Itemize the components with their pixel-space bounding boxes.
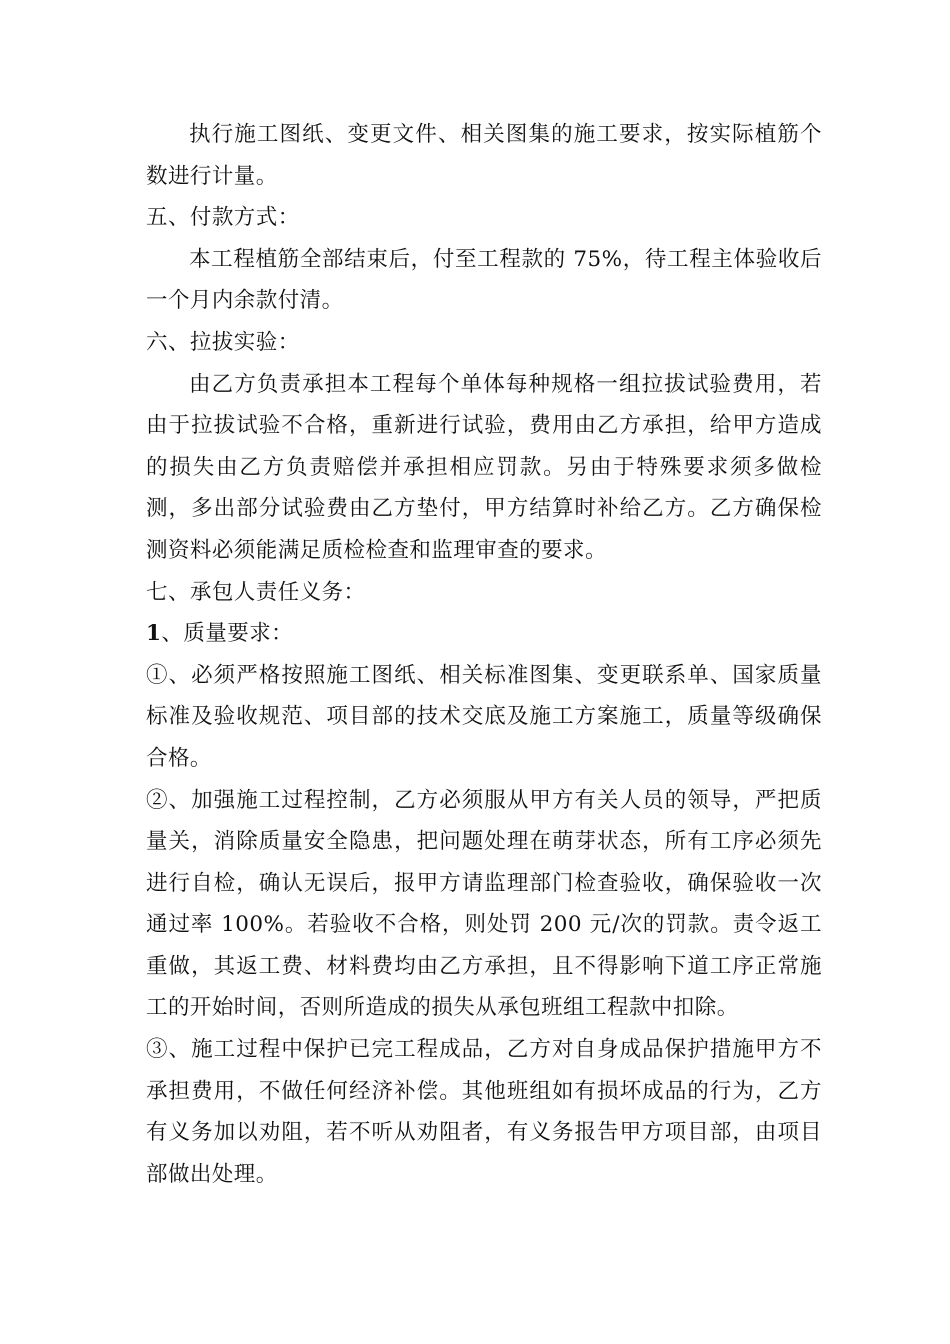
quality-item-1: ①、必须严格按照施工图纸、相关标准图集、变更联系单、国家质量标准及验收规范、项目部的技术交底及施工方案施工，质量等级确保合格。 <box>146 662 822 771</box>
quality-heading-text: 、质量要求： <box>161 621 294 647</box>
quality-number: 1 <box>146 621 162 647</box>
pull-test-paragraph: 由乙方负责承担本工程每个单体每种规格一组拉拔试验费用，若由于拉拔试验不合格，重新进行试验，费用由乙方承担，给甲方造成的损失由乙方负责赔偿并承担相应罚款。另由于特殊要求须多做检测，多出部分试验费由乙方垫付，甲方结算时补给乙方。乙方确保检测资料必须能满足质检检查和监理审查的要求。 <box>146 371 822 563</box>
payment-paragraph: 本工程植筋全部结束后，付至工程款的 75%，待工程主体验收后一个月内余款付清。 <box>146 246 822 314</box>
measurement-paragraph: 执行施工图纸、变更文件、相关图集的施工要求，按实际植筋个数进行计量。 <box>146 122 822 189</box>
contractor-duties-heading: 七、承包人责任义务： <box>146 579 366 605</box>
quality-requirements-heading <box>146 613 822 655</box>
quality-item-2: ②、加强施工过程控制，乙方必须服从甲方有关人员的领导，严把质量关，消除质量安全隐患，把问题处理在萌芽状态，所有工序必须先进行自检，确认无误后，报甲方请监理部门检查验收，确保验收一次通过率 100%。若验收不合格，则处罚 200 元/次的罚款。责令返工重做，其返工费、材料费均由乙方承担，且不得影响下道工序正常施工的开始时间，否则所造成的损失从承包班组工程款中扣除。 <box>146 787 822 1021</box>
quality-item-3: ③、施工过程中保护已完工程成品，乙方对自身成品保护措施甲方不承担费用，不做任何经济补偿。其他班组如有损坏成品的行为，乙方有义务加以劝阻，若不听从劝阻者，有义务报告甲方项目部，由项目部做出处理。 <box>146 1037 822 1187</box>
payment-heading: 五、付款方式： <box>146 205 300 231</box>
document-body <box>146 114 822 1195</box>
pull-test-heading: 六、拉拔实验： <box>146 329 300 355</box>
